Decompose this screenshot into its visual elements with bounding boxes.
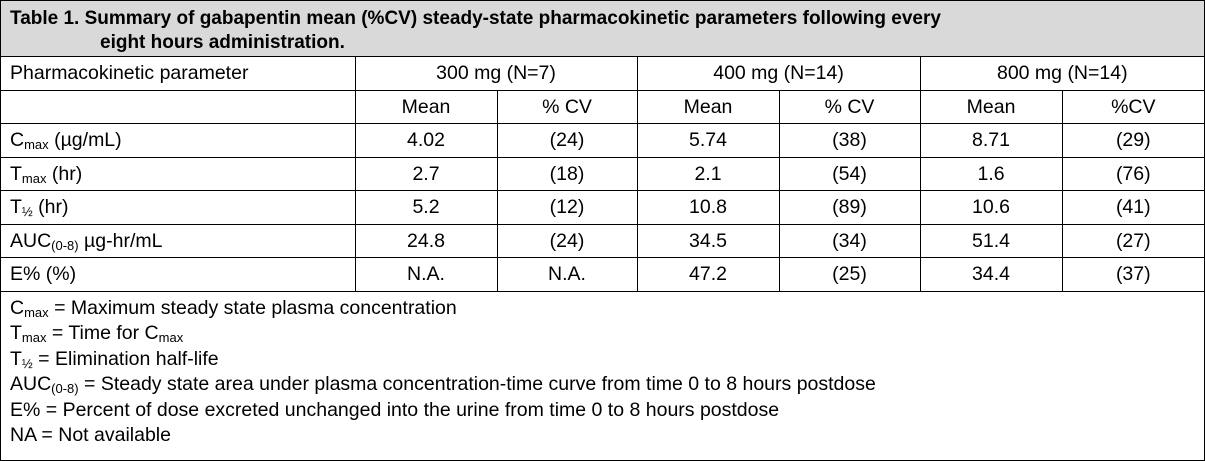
footnote xyxy=(10,296,1204,322)
param-rest: (hr) xyxy=(46,162,83,185)
table-cell: (89) xyxy=(779,191,920,225)
table-cell: (38) xyxy=(779,124,920,158)
column-group-800mg: 800 mg (N=14) xyxy=(920,57,1204,90)
table-cell: 47.2 xyxy=(637,258,779,292)
param-base: C xyxy=(10,129,25,152)
footnote-text: NA = Not available xyxy=(10,424,171,446)
table-cell: (24) xyxy=(497,224,637,258)
param-sub: max xyxy=(24,137,49,153)
table-cell: (29) xyxy=(1062,124,1204,158)
table-cell: 34.4 xyxy=(920,258,1062,292)
table-cell: 2.7 xyxy=(355,157,497,191)
table-cell: (37) xyxy=(1062,258,1204,292)
row-label xyxy=(1,224,355,258)
subheader-800-cv: %CV xyxy=(1062,90,1204,124)
table-cell: (34) xyxy=(779,224,920,258)
footnote-text: = Elimination half-life xyxy=(32,347,219,370)
table-cell: (12) xyxy=(497,191,637,225)
table-cell: 2.1 xyxy=(637,157,779,191)
row-label xyxy=(1,258,355,292)
table-cell: (76) xyxy=(1062,157,1204,191)
param-base: T xyxy=(10,196,22,219)
pk-table xyxy=(1,57,1204,292)
footnote-text: = Time for C xyxy=(46,322,159,344)
row-label xyxy=(1,191,355,225)
subheader-300-mean: Mean xyxy=(355,90,497,124)
table-cell: N.A. xyxy=(355,258,497,292)
column-header-empty xyxy=(1,90,355,124)
table-cell: (24) xyxy=(497,124,637,158)
table-title-line2: eight hours administration. xyxy=(100,32,345,53)
table-cell: 24.8 xyxy=(355,224,497,258)
footnote xyxy=(10,321,1204,347)
table-cell: 10.8 xyxy=(637,191,779,225)
column-group-300mg: 300 mg (N=7) xyxy=(355,57,637,90)
table-cell: (41) xyxy=(1062,191,1204,225)
table-cell: 10.6 xyxy=(920,191,1062,225)
footnote-sub: max xyxy=(24,304,49,320)
table-cell: (18) xyxy=(497,157,637,191)
footnote xyxy=(10,372,1204,398)
subheader-400-mean: Mean xyxy=(637,90,779,124)
table-title-line1: Table 1. Summary of gabapentin mean (%CV) steady-state pharmacokinetic parameters following every xyxy=(10,8,941,29)
subheader-800-mean: Mean xyxy=(920,90,1062,124)
table-cell: N.A. xyxy=(497,258,637,292)
table-row xyxy=(1,191,1204,225)
table-cell: 5.74 xyxy=(637,124,779,158)
footnote xyxy=(10,347,1204,373)
param-base: E% (%) xyxy=(10,263,77,286)
table-cell: 34.5 xyxy=(637,224,779,258)
footnote xyxy=(10,398,1204,424)
param-rest: µg-hr/mL xyxy=(78,229,163,252)
param-rest: (hr) xyxy=(32,196,69,219)
row-label xyxy=(1,124,355,158)
param-rest: (µg/mL) xyxy=(48,129,122,152)
subheader-400-cv: % CV xyxy=(779,90,920,124)
table-cell: (27) xyxy=(1062,224,1204,258)
footnote-text: = Steady state area under plasma concentration-time curve from time 0 to 8 hours postdose xyxy=(78,373,876,395)
table-row xyxy=(1,224,1204,258)
column-group-400mg: 400 mg (N=14) xyxy=(637,57,920,90)
table-row xyxy=(1,258,1204,292)
param-sub: (0-8) xyxy=(51,237,79,253)
subheader-300-cv: % CV xyxy=(497,90,637,124)
footnote-base: AUC xyxy=(10,373,52,395)
footnote-sub: max xyxy=(21,330,47,345)
table-cell: 1.6 xyxy=(920,157,1062,191)
table-row xyxy=(1,124,1204,158)
table-cell: 4.02 xyxy=(355,124,497,158)
table-cell: 5.2 xyxy=(355,191,497,225)
column-header-parameter: Pharmacokinetic parameter xyxy=(1,57,355,90)
table-row xyxy=(1,157,1204,191)
param-base: AUC xyxy=(10,229,52,252)
table-cell: (25) xyxy=(779,258,920,292)
footnote-sub: (0-8) xyxy=(51,381,79,396)
footnote-sub: ½ xyxy=(21,355,33,371)
param-sub: max xyxy=(21,170,47,186)
footnote xyxy=(10,423,1204,449)
header-row-groups xyxy=(1,57,1204,90)
table-title xyxy=(1,1,1204,57)
header-row-stats xyxy=(1,90,1204,124)
param-base: T xyxy=(10,162,22,185)
footnote-base: T xyxy=(10,322,22,344)
footnote-base: C xyxy=(10,296,25,319)
table-cell: (54) xyxy=(779,157,920,191)
footnote-text: = Maximum steady state plasma concentration xyxy=(48,296,457,319)
table-cell: 8.71 xyxy=(920,124,1062,158)
footnote-text: E% = Percent of dose excreted unchanged into the urine from time 0 to 8 hours postdose xyxy=(10,398,780,421)
param-sub: ½ xyxy=(21,204,33,220)
footnotes xyxy=(1,292,1204,449)
footnote-base: T xyxy=(10,347,22,370)
row-label xyxy=(1,157,355,191)
footnote-sub: max xyxy=(158,330,184,345)
table-cell: 51.4 xyxy=(920,224,1062,258)
